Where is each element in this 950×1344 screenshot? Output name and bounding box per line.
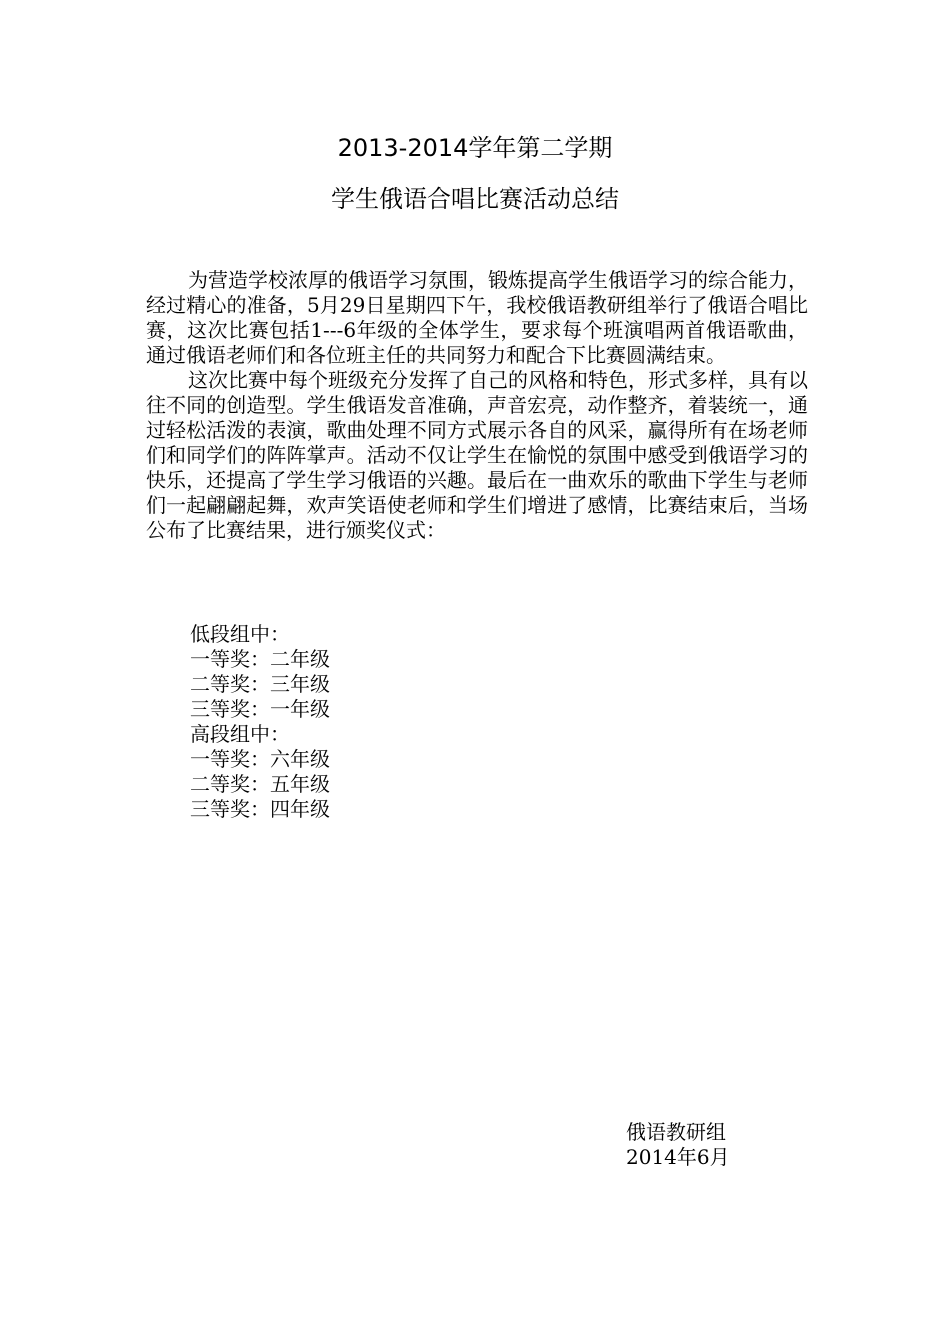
- signature-date: 2014年6月: [626, 1145, 730, 1169]
- document-title-term: 2013-2014学年第二学期: [337, 134, 613, 162]
- high-group-first-prize: 一等奖：六年级: [190, 747, 330, 771]
- high-group-third-prize: 三等奖：四年级: [190, 797, 330, 821]
- awards-list: [190, 622, 330, 822]
- high-group-heading: 高段组中：: [190, 722, 290, 746]
- signature-block: [626, 1120, 730, 1170]
- paragraph-details: 这次比赛中每个班级充分发挥了自己的风格和特色，形式多样，具有以往不同的创造型。学生俄语发音准确，声音宏亮，动作整齐，着装统一，通过轻松活泼的表演，歌曲处理不同方式展示各自的风采，赢得所有在场老师们和同学们的阵阵掌声。活动不仅让学生在愉悦的氛围中感受到俄语学习的快乐，还提高了学生学习俄语的兴趣。最后在一曲欢乐的歌曲下学生与老师们一起翩翩起舞，欢声笑语使老师和学生们增进了感情，比赛结束后，当场公布了比赛结果，进行颁奖仪式：: [146, 368, 808, 542]
- summary-body: [146, 268, 808, 543]
- low-group-third-prize: 三等奖：一年级: [190, 697, 330, 721]
- low-group-heading: 低段组中：: [190, 622, 290, 646]
- low-group-first-prize: 一等奖：二年级: [190, 647, 330, 671]
- paragraph-intro: 为营造学校浓厚的俄语学习氛围，锻炼提高学生俄语学习的综合能力，经过精心的准备，5月29日星期四下午，我校俄语教研组举行了俄语合唱比赛，这次比赛包括1---6年级的全体学生，要求每个班演唱两首俄语歌曲，通过俄语老师们和各位班主任的共同努力和配合下比赛圆满结束。: [146, 268, 808, 367]
- document-title-main: 学生俄语合唱比赛活动总结: [331, 185, 619, 213]
- low-group-second-prize: 二等奖：三年级: [190, 672, 330, 696]
- high-group-second-prize: 二等奖：五年级: [190, 772, 330, 796]
- signature-author: 俄语教研组: [626, 1120, 726, 1144]
